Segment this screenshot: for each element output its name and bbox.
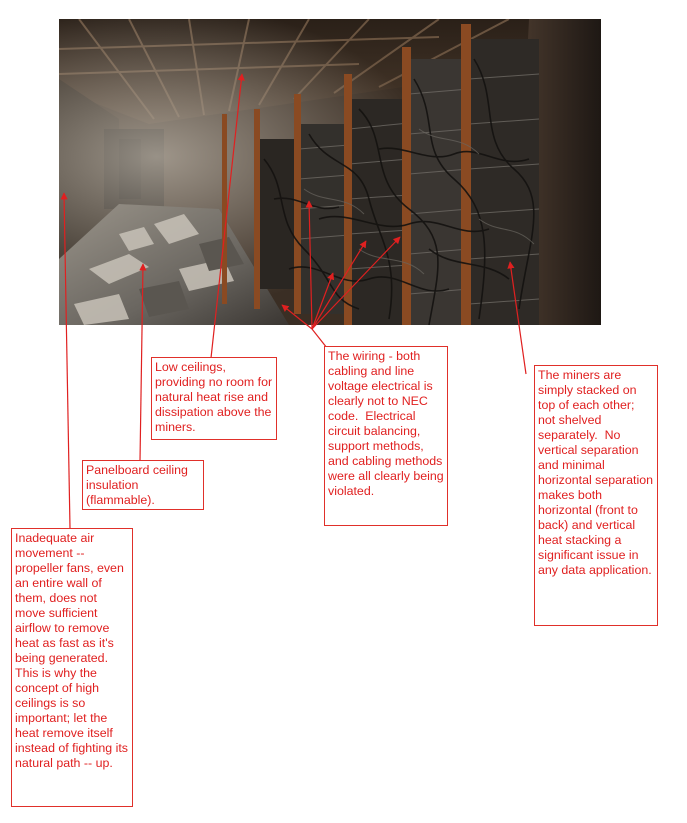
- burnt-mining-room-photo: [59, 19, 601, 325]
- note-stacked-miners: The miners are simply stacked on top of each other; not shelved separately. No vertical separation and minimal horizontal separation makes both horizontal (front to back) and vertical heat stacking a significant issue in any data application.: [534, 365, 658, 626]
- note-low-ceilings: Low ceilings, providing no room for natural heat rise and dissipation above the miners.: [151, 357, 277, 440]
- note-inadequate-airflow: Inadequate air movement -- propeller fans, even an entire wall of them, does not move sufficient airflow to remove heat as fast as it's being generated. This is why the concept of high ceilings is so important; let the heat remove itself instead of fighting its natural path -- up.: [11, 528, 133, 807]
- note-panelboard-insulation: Panelboard ceiling insulation (flammable).: [82, 460, 204, 510]
- note-wiring-violations: The wiring - both cabling and line voltage electrical is clearly not to NEC code. Electrical circuit balancing, support methods, and cabling methods were all clearly being violated.: [324, 346, 448, 526]
